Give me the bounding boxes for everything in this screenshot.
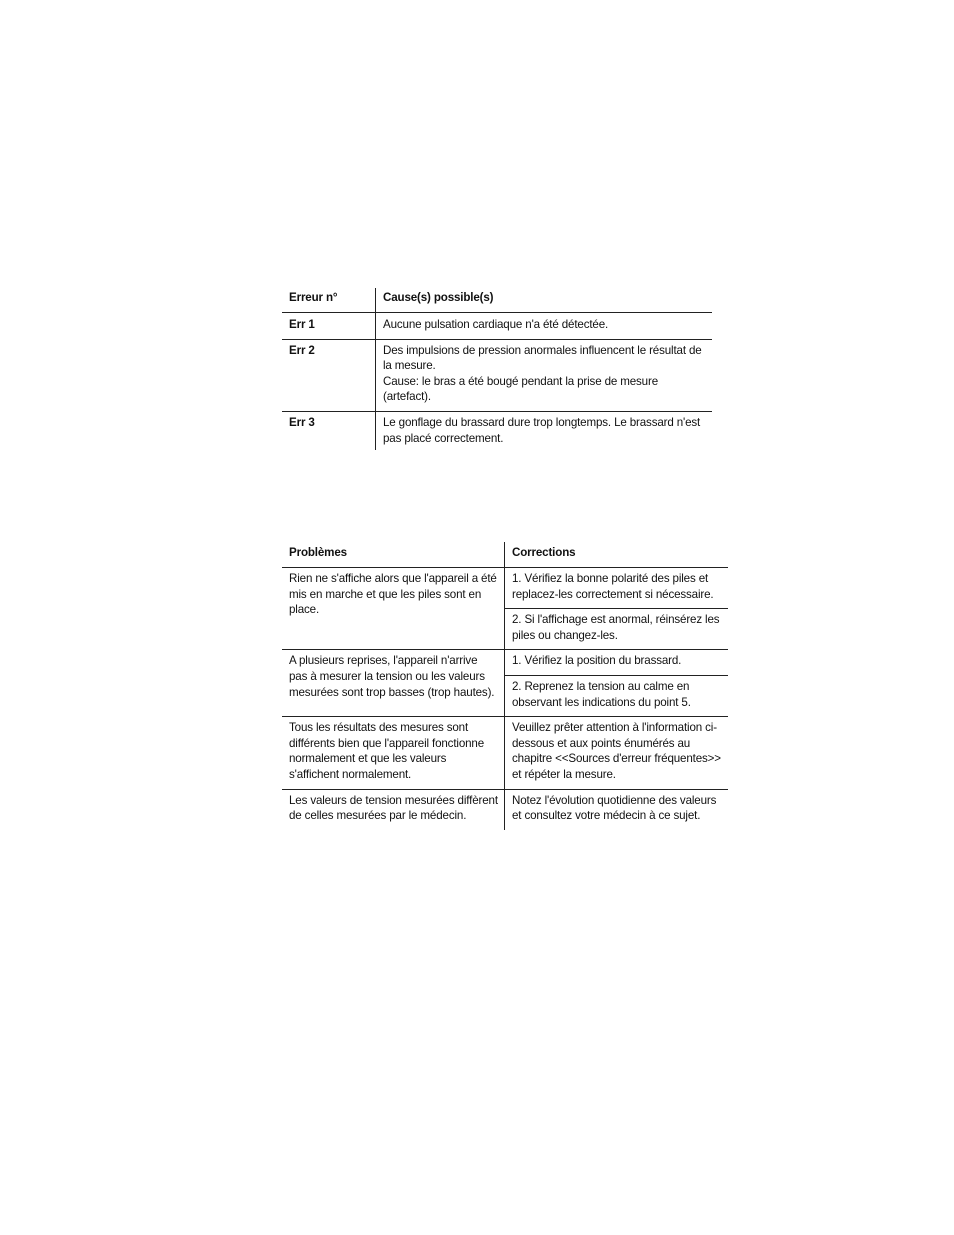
problem-cell: Rien ne s'affiche alors que l'appareil a été mis en marche et que les piles sont en place. (282, 568, 505, 650)
corrections-cell (505, 789, 729, 830)
error-cause (376, 411, 713, 450)
table-row (282, 789, 728, 830)
corrections-cell (505, 568, 729, 650)
table-row (282, 411, 712, 450)
table-row (282, 568, 728, 650)
error-code: Err 3 (282, 411, 376, 450)
problems-header: Problèmes (282, 542, 505, 568)
correction-item: 1. Vérifiez la bonne polarité des piles et replacez-les correctement si nécessaire. (512, 572, 714, 601)
corrections-header: Corrections (512, 546, 576, 559)
correction-item: 1. Vérifiez la position du brassard. (512, 654, 682, 668)
error-number-header: Erreur n° (282, 288, 376, 313)
error-code-table (282, 288, 712, 450)
table-row (282, 717, 728, 789)
error-cause-text: Le gonflage du brassard dure trop longtemps. Le brassard n'est pas placé correctement. (383, 415, 701, 445)
error-code: Err 2 (282, 339, 376, 411)
error-code: Err 1 (282, 313, 376, 340)
corrections-cell (505, 717, 729, 789)
problem-cell: A plusieurs reprises, l'appareil n'arrive pas à mesurer la tension ou les valeurs mesurées sont trop basses (trop hautes). (282, 650, 505, 717)
table-row (282, 650, 728, 717)
troubleshooting-table (282, 542, 728, 830)
correction-item: 2. Reprenez la tension au calme en observant les indications du point 5. (505, 675, 728, 716)
error-cause-text: Des impulsions de pression anormales influencent le résultat de la mesure. (383, 343, 702, 373)
correction-item: 2. Si l'affichage est anormal, réinsérez les piles ou changez-les. (505, 608, 728, 649)
error-cause-text: Cause: le bras a été bougé pendant la prise de mesure (artefact). (383, 374, 658, 404)
error-cause (376, 313, 713, 340)
table-row (282, 313, 712, 340)
problem-cell: Les valeurs de tension mesurées diffèrent de celles mesurées par le médecin. (282, 789, 505, 830)
correction-item: Veuillez prêter attention à l'information ci-dessous et aux points énumérés au chapitre <<Sources d'erreur fréquentes>> et répéter la mesure. (512, 721, 721, 781)
correction-item: Notez l'évolution quotidienne des valeurs et consultez votre médecin à ce sujet. (512, 793, 717, 823)
troubleshooting-header-row (282, 542, 728, 568)
table-row (282, 339, 712, 411)
error-table-header-row (282, 288, 712, 313)
possible-cause-header: Cause(s) possible(s) (383, 291, 494, 304)
error-cause (376, 339, 713, 411)
error-cause-text: Aucune pulsation cardiaque n'a été détectée. (383, 318, 609, 331)
corrections-cell (505, 650, 729, 717)
problem-cell: Tous les résultats des mesures sont différents bien que l'appareil fonctionne normalement et que les valeurs s'affichent normalement. (282, 717, 505, 789)
